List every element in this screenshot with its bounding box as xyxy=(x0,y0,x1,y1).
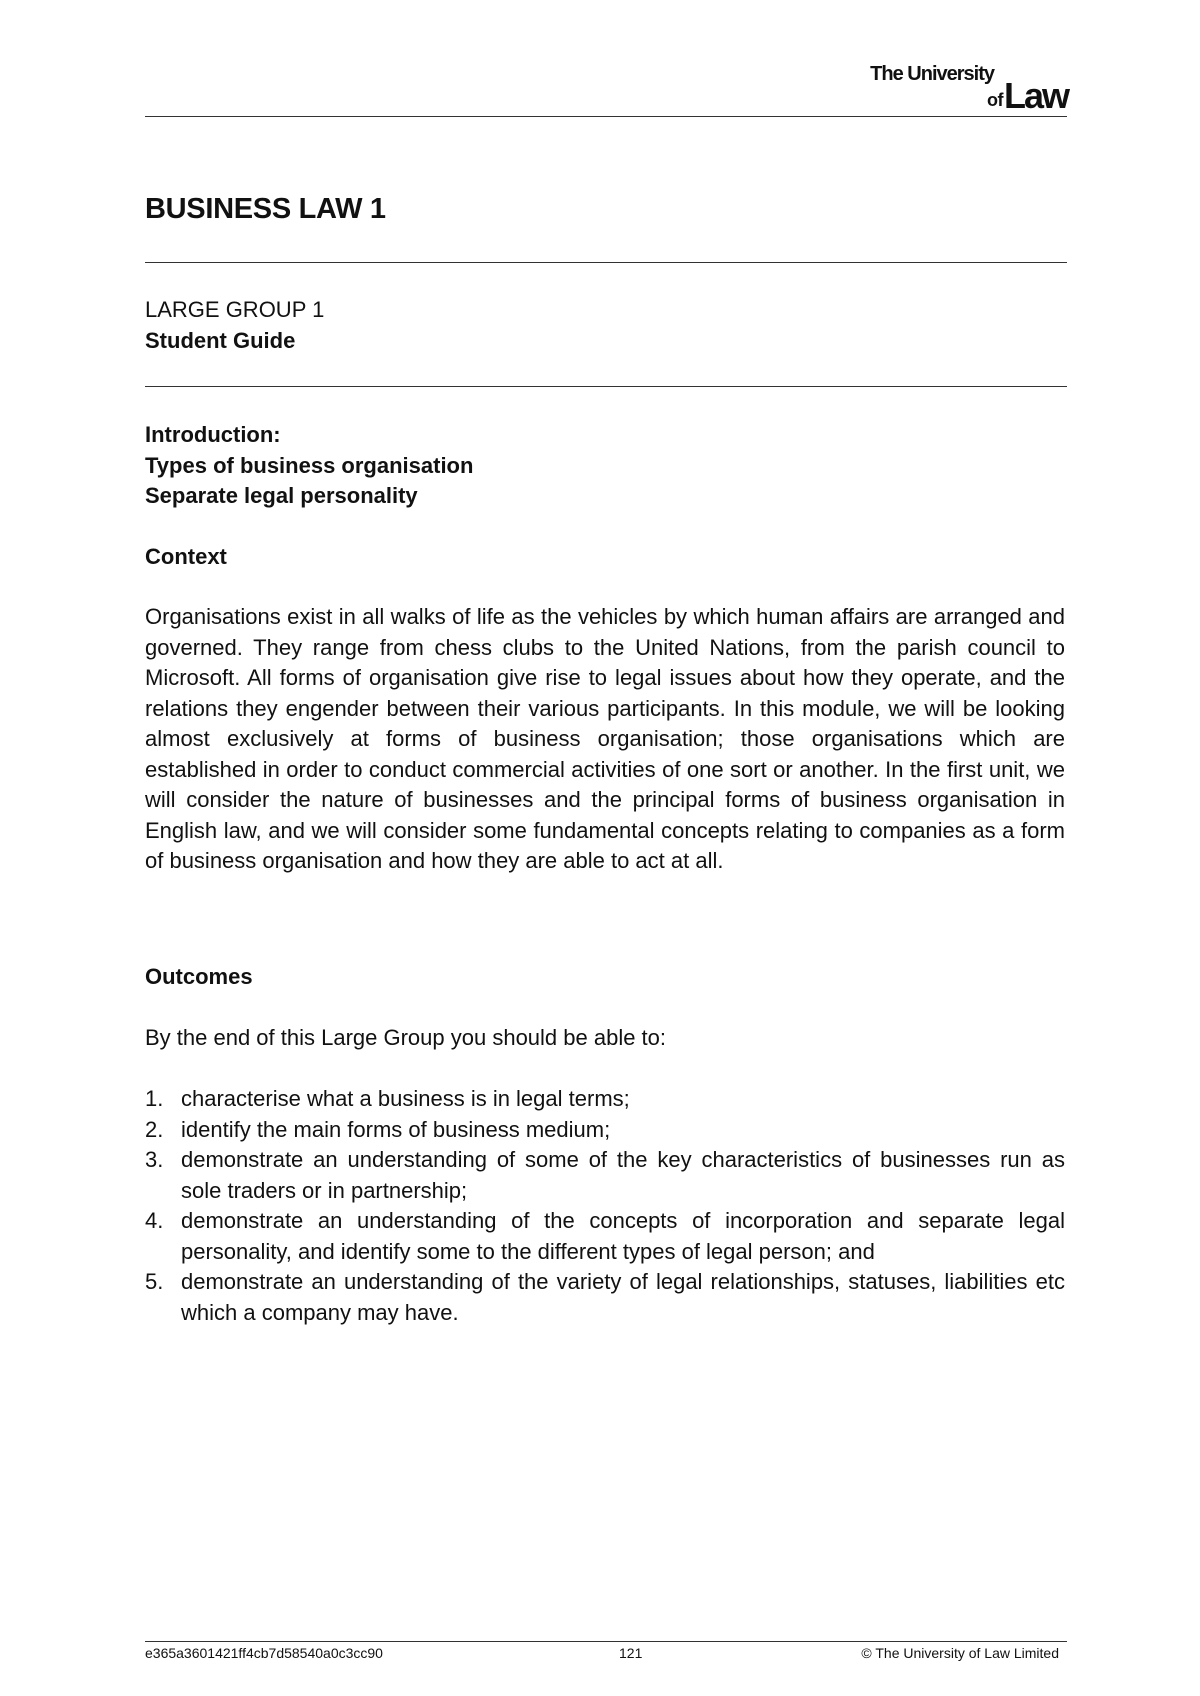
outcomes-list xyxy=(145,1084,1065,1328)
list-item xyxy=(145,1115,1065,1146)
list-item-text: identify the main forms of business medium; xyxy=(181,1116,611,1142)
copyright-notice: © The University of Law Limited xyxy=(861,1645,1059,1661)
logo-text-law: Law xyxy=(1003,75,1068,116)
outcomes-intro: By the end of this Large Group you should be able to: xyxy=(145,1025,667,1050)
large-group-heading xyxy=(145,295,1065,356)
topic-business-organisation: Types of business organisation xyxy=(145,452,474,478)
section-divider xyxy=(145,386,1067,387)
introduction-label: Introduction: xyxy=(145,422,281,447)
logo-text-of: of xyxy=(986,90,1003,110)
introduction-heading xyxy=(145,420,1065,512)
topic-separate-legal-personality: Separate legal personality xyxy=(145,483,418,508)
list-item-number: 5. xyxy=(145,1269,164,1294)
list-item xyxy=(145,1145,1065,1206)
list-item-text: demonstrate an understanding of some of the key characteristics of businesses run as sole traders or in partnership; xyxy=(181,1147,1065,1203)
title-divider xyxy=(145,262,1067,263)
list-item-number: 3. xyxy=(145,1147,164,1172)
list-item-number: 1. xyxy=(145,1086,164,1111)
list-item-text: characterise what a business is in legal terms; xyxy=(181,1086,630,1111)
list-item-number: 2. xyxy=(145,1116,164,1142)
page-number: 121 xyxy=(619,1645,643,1661)
list-item xyxy=(145,1084,1065,1115)
list-item-number: 4. xyxy=(145,1208,164,1233)
logo-text-university: The University xyxy=(870,63,994,85)
outcomes-heading: Outcomes xyxy=(145,964,253,989)
list-item-text: demonstrate an understanding of the concepts of incorporation and separate legal personality, and identify some to the different types of legal person; and xyxy=(181,1208,1065,1264)
context-paragraph: Organisations exist in all walks of life as the vehicles by which human affairs are arranged and governed. They range from chess clubs to the United Nations, from the parish council to Microsoft. All forms of organisation give rise to legal issues about how they operate, and the relations they engender between their various participants. In this module, we will be looking almost exclusively at forms of business organisation; those organisations which are established in order to conduct commercial activities of one sort or another. In the first unit, we will consider the nature of businesses and the principal forms of business organisation in English law, and we will consider some fundamental concepts relating to companies as a form of business organisation and how they are able to act at all. xyxy=(145,604,1065,873)
large-group-label: LARGE GROUP 1 xyxy=(145,297,325,322)
context-heading: Context xyxy=(145,544,227,569)
footer-divider xyxy=(145,1641,1067,1642)
page-footer xyxy=(145,1645,1065,1667)
list-item xyxy=(145,1267,1065,1328)
document-id: e365a3601421ff4cb7d58540a0c3cc90 xyxy=(145,1645,383,1661)
list-item-text: demonstrate an understanding of the variety of legal relationships, statuses, liabilities etc which a company may have. xyxy=(181,1269,1065,1325)
student-guide-label: Student Guide xyxy=(145,327,296,353)
list-item xyxy=(145,1206,1065,1267)
header-divider xyxy=(145,116,1067,117)
university-logo xyxy=(870,64,1068,114)
document-title: BUSINESS LAW 1 xyxy=(145,193,386,225)
